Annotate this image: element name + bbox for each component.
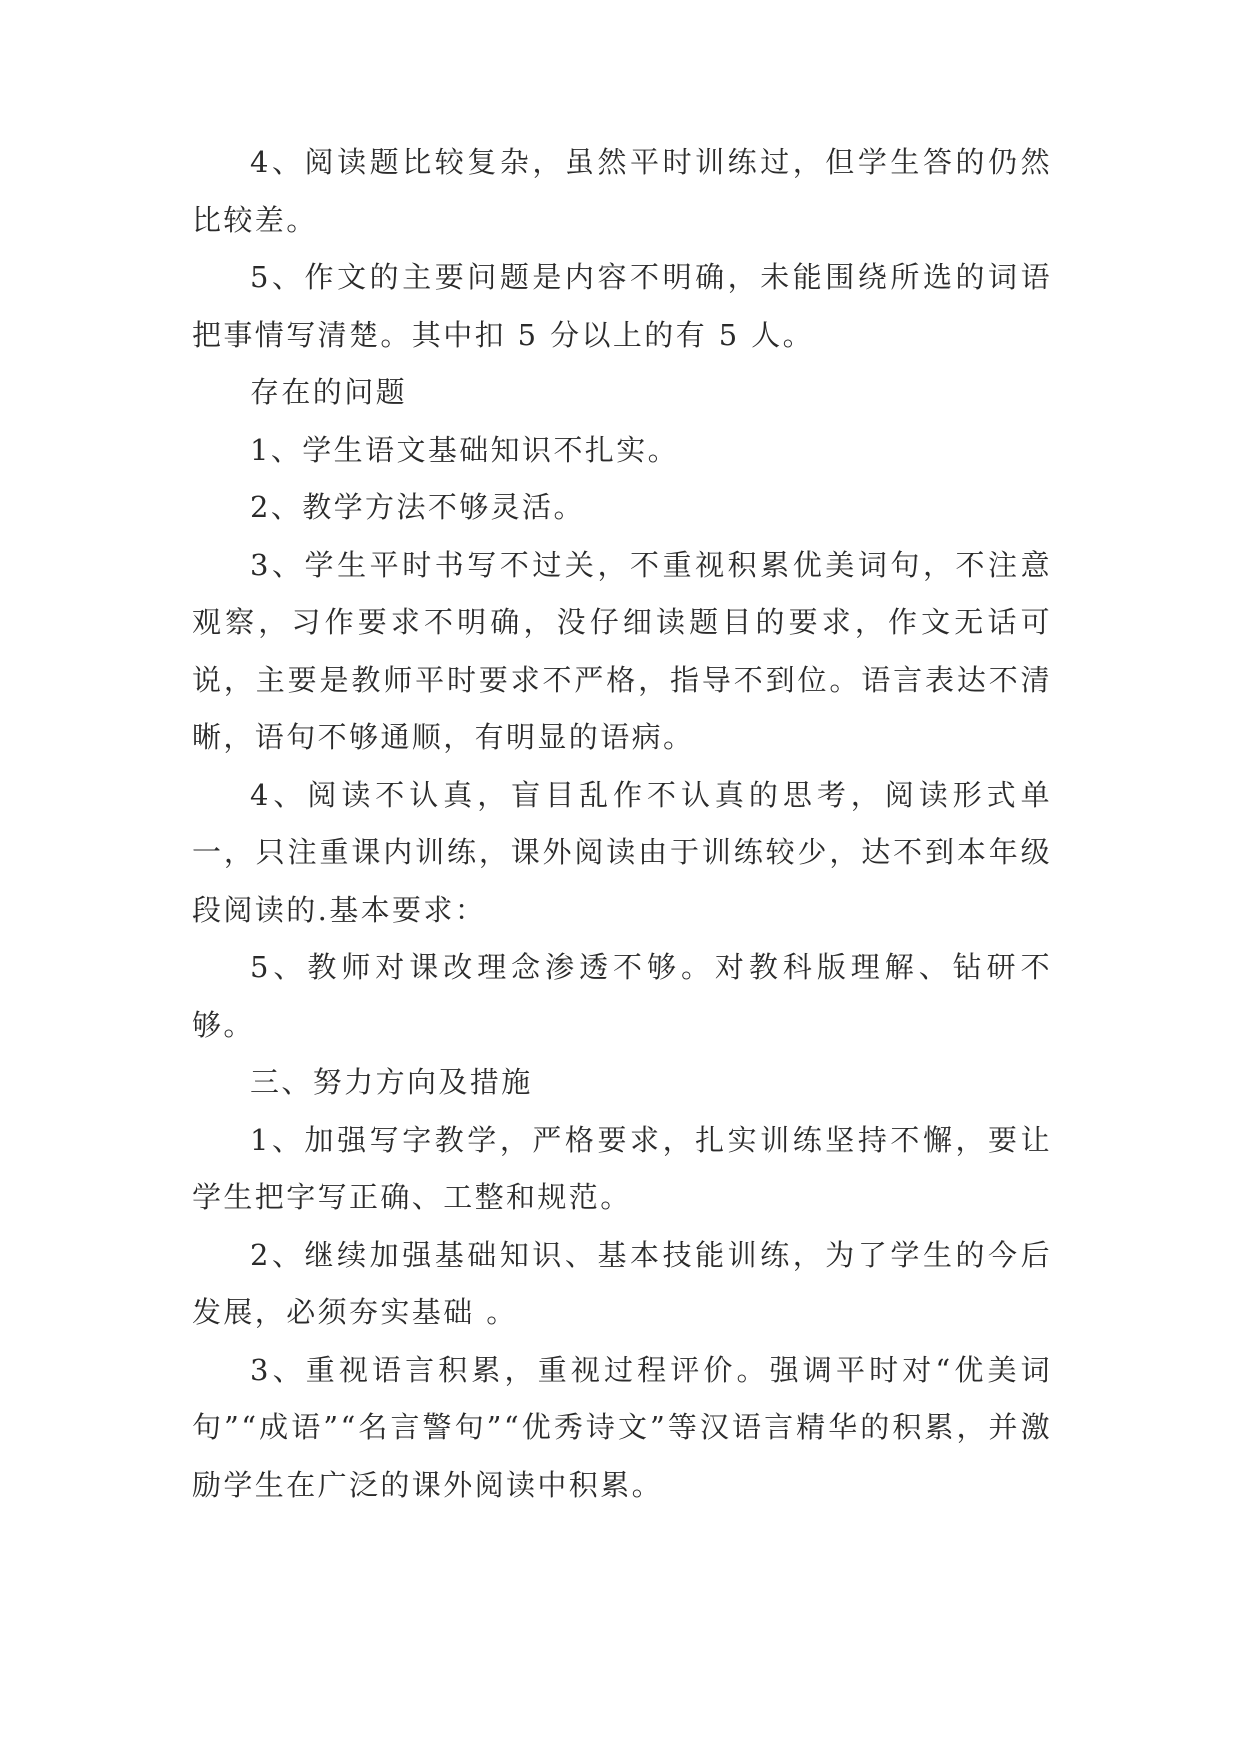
paragraph-reading-difficulty: 4、阅读题比较复杂，虽然平时训练过，但学生答的仍然比较差。 bbox=[192, 145, 1052, 237]
measure-item-3: 3、重视语言积累，重视过程评价。强调平时对“优美词句”“成语”“名言警句”“优秀诗文”等汉语言精华的积累，并激励学生在广泛的课外阅读中积累。 bbox=[192, 1352, 1052, 1502]
problem-item-4: 4、阅读不认真，盲目乱作不认真的思考，阅读形式单一，只注重课内训练，课外阅读由于训练较少，达不到本年级段阅读的.基本要求： bbox=[192, 777, 1052, 927]
section-heading-problems: 存在的问题 bbox=[250, 375, 408, 409]
problem-item-3: 3、学生平时书写不过关，不重视积累优美词句，不注意观察，习作要求不明确，没仔细读题目的要求，作文无话可说，主要是教师平时要求不严格，指导不到位。语言表达不清晰，语句不够通顺，有明显的语病。 bbox=[192, 547, 1052, 754]
section-heading-measures: 三、努力方向及措施 bbox=[250, 1065, 533, 1099]
problem-item-5: 5、教师对课改理念渗透不够。对教科版理解、钻研不够。 bbox=[192, 950, 1052, 1042]
problem-item-1: 1、学生语文基础知识不扎实。 bbox=[250, 432, 680, 467]
paragraph-composition-issue: 5、作文的主要问题是内容不明确，未能围绕所选的词语把事情写清楚。其中扣 5 分以上的有 5 人。 bbox=[192, 260, 1052, 352]
problem-item-2: 2、教学方法不够灵活。 bbox=[250, 490, 585, 524]
measure-item-1: 1、加强写字教学，严格要求，扎实训练坚持不懈，要让学生把字写正确、工整和规范。 bbox=[192, 1122, 1052, 1214]
measure-item-2: 2、继续加强基础知识、基本技能训练，为了学生的今后发展，必须夯实基础 。 bbox=[192, 1237, 1052, 1329]
document-body bbox=[192, 134, 1052, 1514]
